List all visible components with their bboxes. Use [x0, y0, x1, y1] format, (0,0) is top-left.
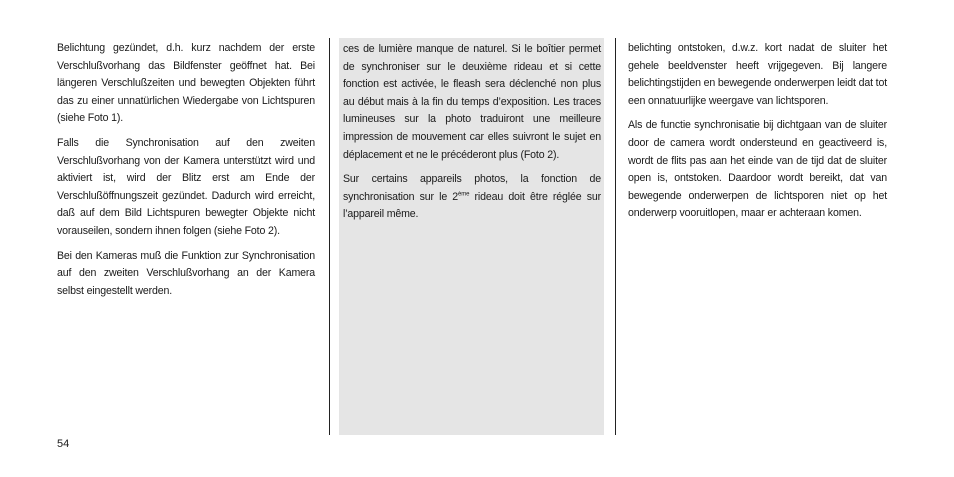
column-divider-right — [615, 38, 616, 435]
french-text-column — [339, 38, 604, 435]
page-number: 54 — [57, 438, 70, 450]
dutch-paragraph-2: Als de functie synchronisatie bij dichtgaan van de sluiter door de camera wordt ondersteund en geactiveerd is, wordt de flits pas aan het einde van de tijd dat de sluiter open is, ontstoken. Daardoor wordt bereikt, dat van bewegende onderwerpen de lichtsporen niet op het onderwerp vooruitlopen, maar er achteraan komen. — [628, 119, 887, 220]
german-text-column — [57, 40, 315, 307]
dutch-text-column — [628, 40, 887, 230]
french-paragraph-1: ces de lumière manque de naturel. Si le boîtier permet de synchroniser sur le deuxième rideau et si cette fonction est activée, le fleash sera déclenché non plus au début mais à la fin du temps d’exposition. Les traces lumineuses sur la photo traduiront une meilleure impression de mouvement car elles suivront le sujet en déplacement et ne le précéderont plus (Foto 2). — [343, 43, 601, 161]
dutch-paragraph-1: belichting ontstoken, d.w.z. kort nadat de sluiter het gehele beeldvenster heeft vrijgegeven. Bij langere belichtingstijden en bewegende onderwerpen leidt dat tot een onnatuurlijke weergave van lichtsporen. — [628, 42, 887, 107]
german-paragraph-2: Falls die Synchronisation auf den zweiten Verschlußvorhang von der Kamera unterstützt wird und aktiviert ist, wird der Blitz erst am Ende der Verschlußöffnungszeit gezündet. Dadurch wird erreicht, daß auf dem Bild Lichtspuren bewegter Objekte nicht vorauseilen, sondern ihnen folgen (siehe Foto 2). — [57, 136, 315, 237]
french-paragraph-2 — [343, 171, 601, 224]
french-paragraph-2-start: Sur certains appareils photos, la fonction de synchronisation sur le 2 — [343, 173, 601, 203]
french-paragraph-2-end: rideau doit être réglée sur l’appareil même. — [343, 190, 601, 221]
ordinal-superscript: ème — [458, 191, 470, 198]
german-paragraph-3: Bei den Kameras muß die Funktion zur Synchronisation auf den zweiten Verschlußvorhang an der Kamera selbst eingestellt werden. — [57, 249, 315, 297]
german-paragraph-1: Belichtung gezündet, d.h. kurz nachdem der erste Verschlußvorhang das Bildfenster geöffnet hat. Bei längeren Verschlußzeiten und bewegten Objekten führt das zu einer unnatürlichen Wiedergabe von Lichtspuren (siehe Foto 1). — [57, 42, 315, 125]
column-divider-left — [329, 38, 330, 435]
